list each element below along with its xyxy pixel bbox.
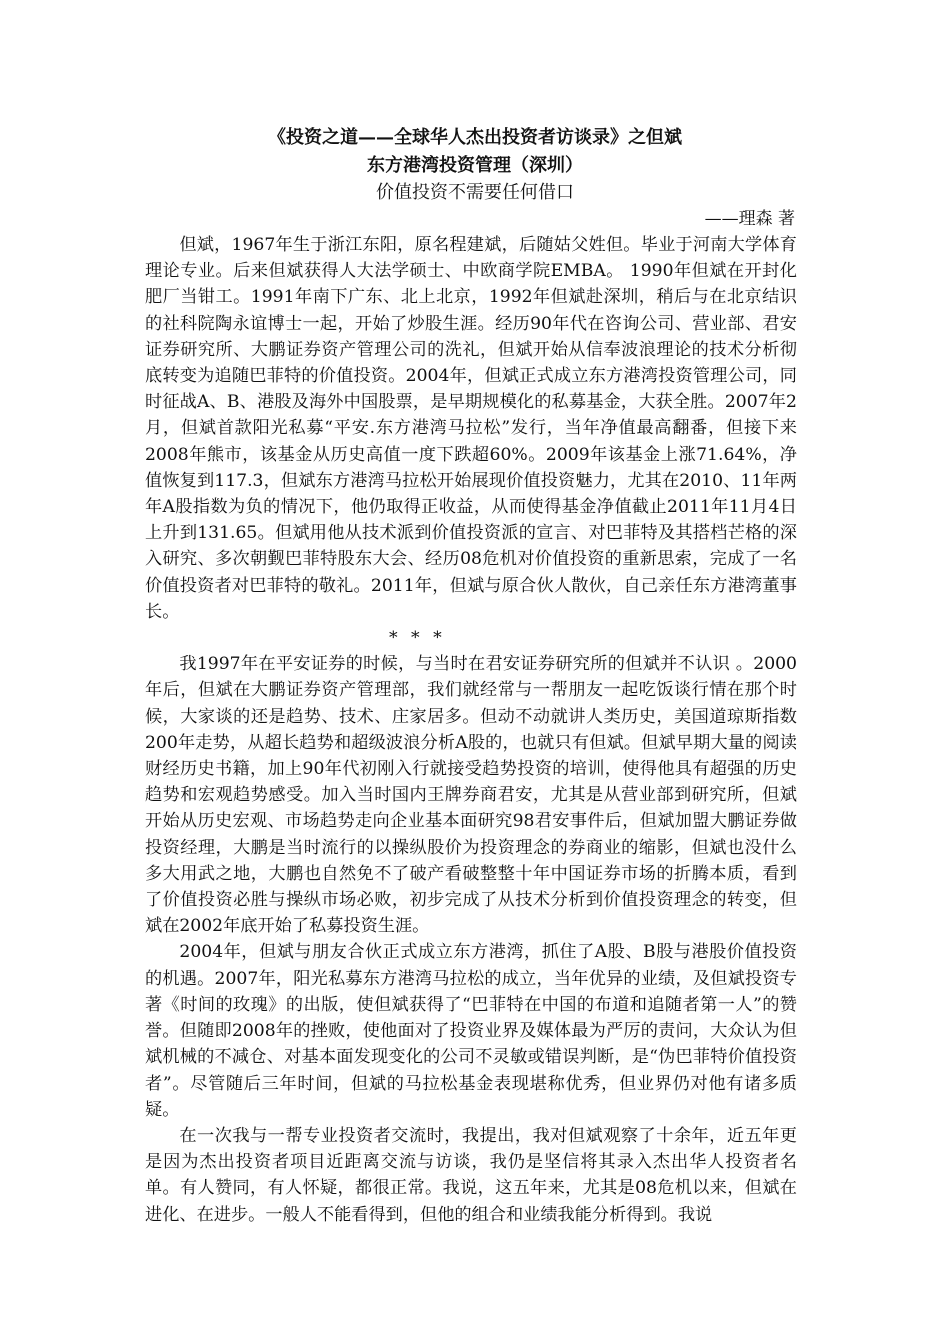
body-paragraph: 2004年，但斌与朋友合伙正式成立东方港湾，抓住了A股、B股与港股价值投资的机遇。2007年，阳光私募东方港湾马拉松的成立，当年优异的业绩，及但斌投资专著《时间的玫瑰》的出版，使但斌获得了“巴菲特在中国的布道和追随者第一人”的赞誉。但随即2008年的挫败，使他面对了投资业界及媒体最为严厉的责问，大众认为但斌机械的不减仓、对基本面发现变化的公司不灵敏或错误判断，是“伪巴菲特价值投资者”。尽管随后三年时间，但斌的马拉松基金表现堪称优秀，但业界仍对他有诸多质疑。 [145, 942, 797, 1120]
document-organization-title: 东方港湾投资管理（深圳） [367, 155, 583, 176]
body-paragraph: 但斌，1967年生于浙江东阳，原名程建斌，后随姑父姓但。毕业于河南大学体育理论专业。后来但斌获得人大法学硕士、中欧商学院EMBA。 1990年但斌在开封化肥厂当钳工。1991年南下广东、北上北京，1992年但斌赴深圳，稍后与在北京结识的社科院陶永谊博士一起，开始了炒股生涯。经历90年代在咨询公司、营业部、君安证券研究所、大鹏证券资产管理公司的洗礼，但斌开始从信奉波浪理论的技术分析彻底转变为追随巴菲特的价值投资。2004年，但斌正式成立东方港湾投资管理公司，同时征战A、B、港股及海外中国股票，是早期规模化的私募基金，大获全胜。2007年2月，但斌首款阳光私募“平安.东方港湾马拉松”发行，当年净值最高翻番，但接下来2008年熊市，该基金从历史高值一度下跌超60%。2009年该基金上涨71.64%，净值恢复到117.3，但斌东方港湾马拉松开始展现价值投资魅力，尤其在2010、11年两年A股指数为负的情况下，他仍取得正收益，从而使得基金净值截止2011年11月4日上升到131.65。但斌用他从技术派到价值投资派的宣言、对巴菲特及其搭档芒格的深入研究、多次朝觐巴菲特股东大会、经历08危机对价值投资的重新思索，完成了一名价值投资者对巴菲特的敬礼。2011年，但斌与原合伙人散伙，自己亲任东方港湾董事长。 [145, 235, 797, 622]
section-separator: * * * [389, 628, 446, 649]
body-paragraph: 在一次我与一帮专业投资者交流时，我提出，我对但斌观察了十余年，近五年更是因为杰出投资者项目近距离交流与访谈，我仍是坚信将其录入杰出华人投资者名单。有人赞同，有人怀疑，都很正常。我说，这五年来，尤其是08危机以来，但斌在进化、在进步。一般人不能看得到，但他的组合和业绩我能分析得到。我说 [145, 1125, 797, 1225]
document-body [145, 232, 797, 1228]
document-title: 《投资之道——全球华人杰出投资者访谈录》之但斌 [268, 127, 682, 148]
document-author: ——理森 著 [704, 209, 795, 229]
body-paragraph: 我1997年在平安证券的时候，与当时在君安证券研究所的但斌并不认识 。2000年后，但斌在大鹏证券资产管理部，我们就经常与一帮朋友一起吃饭谈行情在那个时候，大家谈的还是趋势、技术、庄家居多。但动不动就讲人类历史，美国道琼斯指数200年走势，从超长趋势和超级波浪分析A股的，也就只有但斌。但斌早期大量的阅读财经历史书籍，加上90年代初刚入行就接受趋势投资的培训，使得他具有超强的历史趋势和宏观趋势感受。加入当时国内王牌券商君安，尤其是从营业部到研究所，但斌开始从历史宏观、市场趋势走向企业基本面研究98君安事件后，但斌加盟大鹏证券做投资经理，大鹏是当时流行的以操纵股价为投资理念的券商业的缩影，但斌也没什么多大用武之地，大鹏也自然免不了破产看破整整十年中国证券市场的折腾本质，看到了价值投资必胜与操纵市场必败，初步完成了从技术分析到价值投资理念的转变，但斌在2002年底开始了私募投资生涯。 [145, 654, 797, 937]
document-subtitle: 价值投资不需要任何借口 [376, 182, 574, 203]
